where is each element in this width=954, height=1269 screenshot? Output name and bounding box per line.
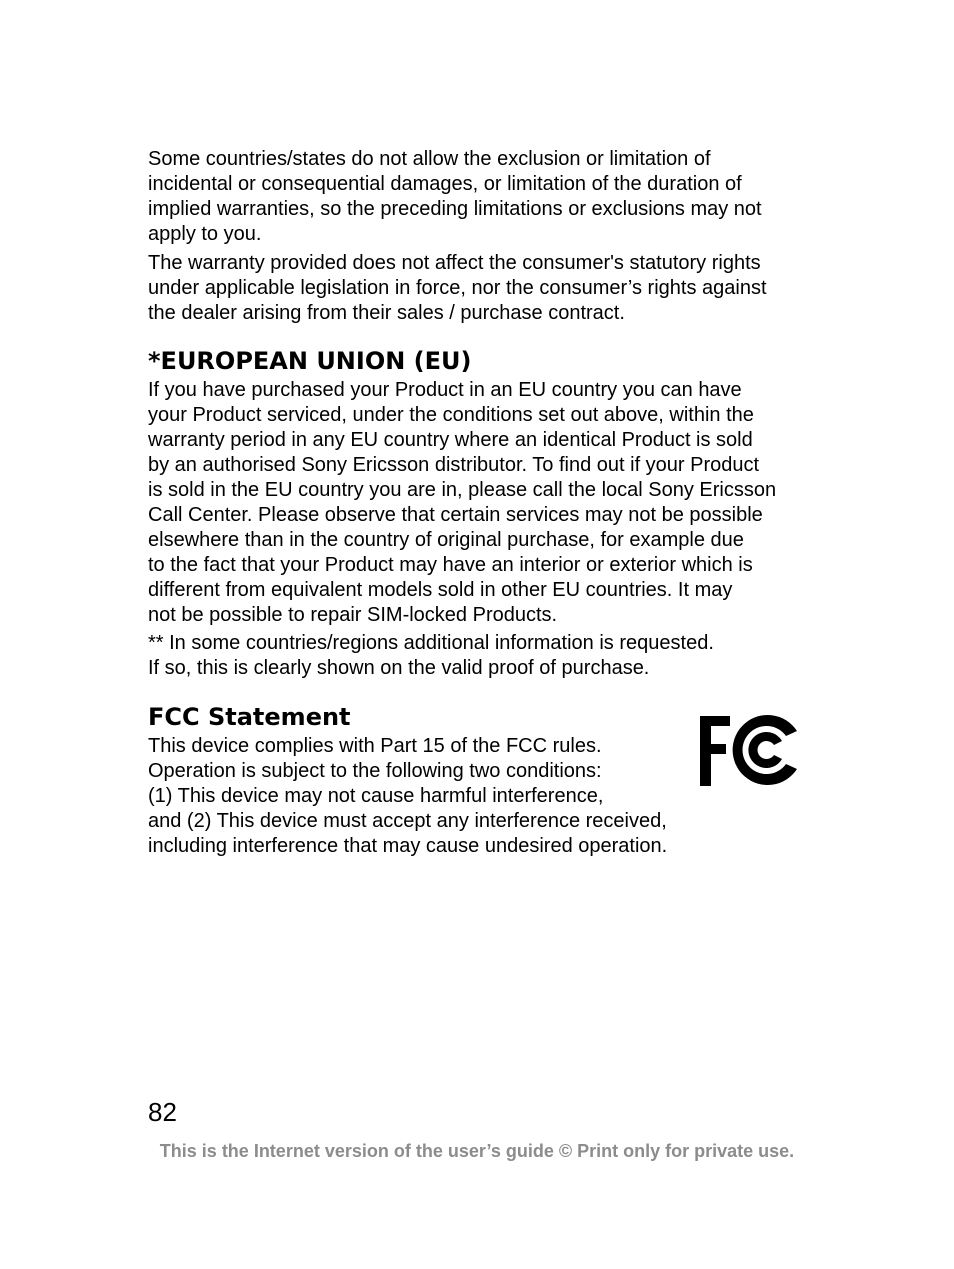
page-number: 82 <box>148 1097 177 1127</box>
fcc-section-heading: FCC Statement <box>148 703 351 731</box>
fcc-logo-icon <box>698 714 799 786</box>
footer-note: This is the Internet version of the user’s guide © Print only for private use. <box>159 1141 795 1161</box>
fcc-section-paragraph: This device complies with Part 15 of the FCC rules. Operation is subject to the following two conditions: (1) This device may not cause harmful interference, and (2) This device must accept any interference received, including interference that may cause undesired operation. <box>148 735 668 857</box>
eu-section-heading: *EUROPEAN UNION (EU) <box>148 347 472 375</box>
eu-section-note: ** In some countries/regions additional information is requested. If so, this is clearly shown on the valid proof of purchase. <box>148 632 714 679</box>
intro-paragraph-2: The warranty provided does not affect the consumer's statutory rights under applicable legislation in force, nor the consumer’s rights against the dealer arising from their sales / purchase contract. <box>148 252 767 324</box>
eu-section-paragraph: If you have purchased your Product in an EU country you can have your Product serviced, under the conditions set out above, within the warranty period in any EU country where an identical Product is sold by an authorised Sony Ericsson distributor. To find out if your Product is sold in the EU country you are in, please call the local Sony Ericsson Call Center. Please observe that certain services may not be possible elsewhere than in the country of original purchase, for example due to the fact that your Product may have an interior or exterior which is different from equivalent models sold in other EU countries. It may not be possible to repair SIM-locked Products. <box>148 379 777 626</box>
intro-paragraph-1: Some countries/states do not allow the exclusion or limitation of incidental or consequential damages, or limitation of the duration of implied warranties, so the preceding limitations or exclusions may not apply to you. <box>148 148 762 245</box>
